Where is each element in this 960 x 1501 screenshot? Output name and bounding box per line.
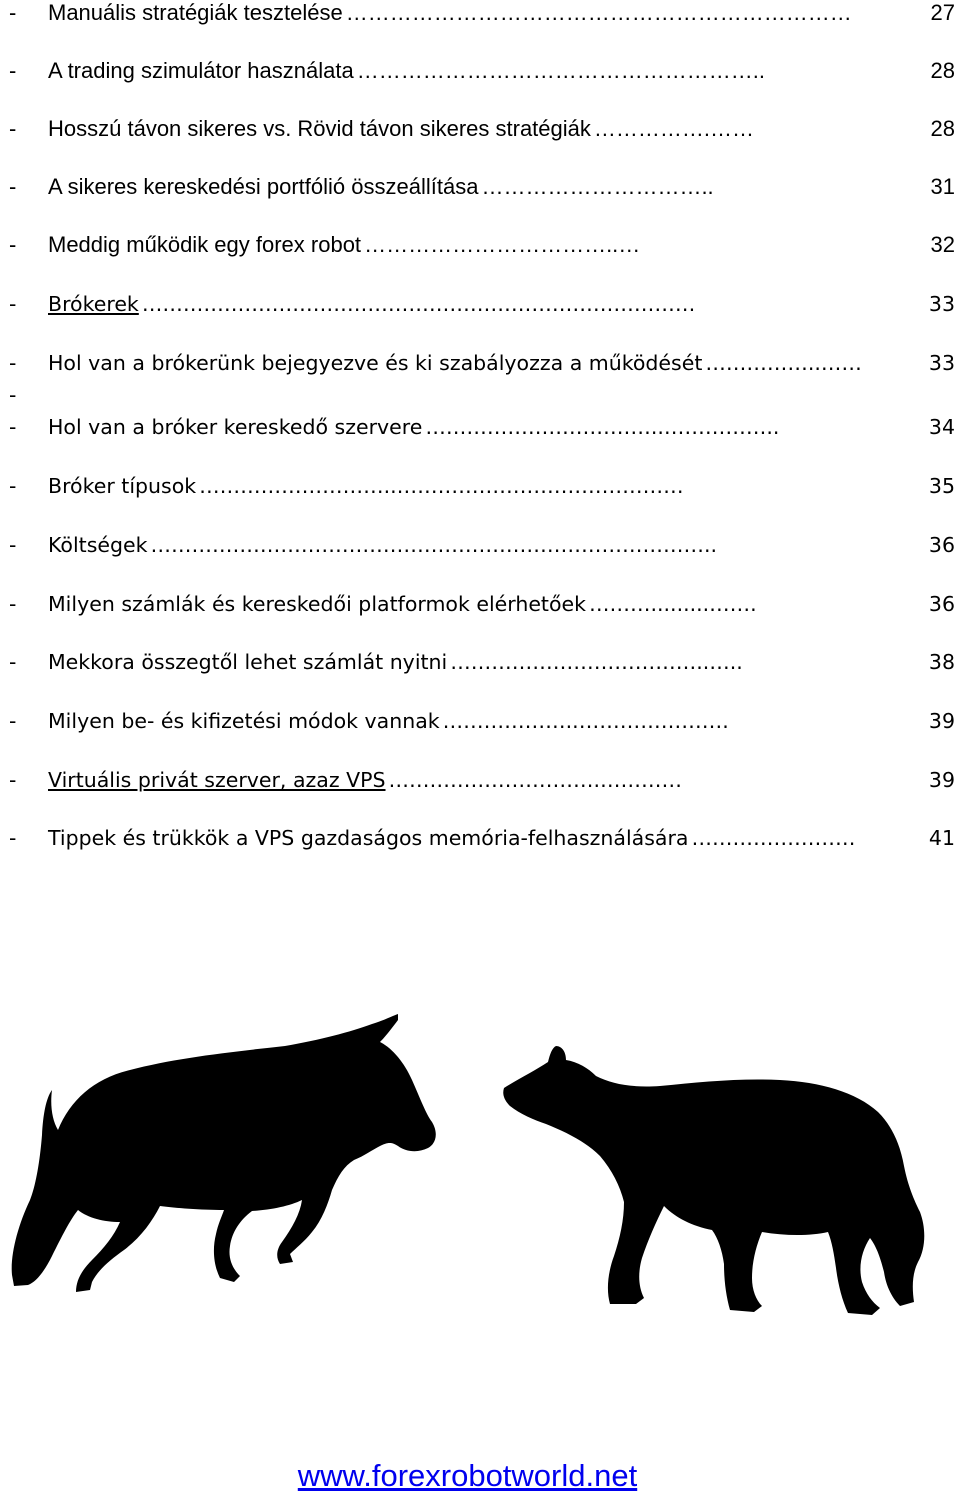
toc-title[interactable]: Tippek és trükkök a VPS gazdaságos memória-felhasználására <box>48 826 689 850</box>
toc-row[interactable] <box>0 228 960 262</box>
bull-bear-illustration <box>0 1010 960 1320</box>
toc-leader: ……….........……. <box>589 592 757 616</box>
toc-title[interactable]: Mekkora összegtől lehet számlát nyitni <box>48 650 448 674</box>
toc-leader: ……………..…… <box>705 351 862 375</box>
toc-row[interactable] <box>0 704 960 738</box>
toc-page: 34 <box>928 415 955 439</box>
toc-title[interactable]: Milyen számlák és kereskedői platformok elérhetőek <box>48 592 586 616</box>
toc-dash: - <box>9 351 17 375</box>
toc-title[interactable]: A trading szimulátor használata <box>48 58 354 83</box>
toc-row[interactable] <box>0 170 960 204</box>
toc-leader: ……………………………..…………….. <box>425 415 780 439</box>
toc-leader: ………………………..…………………………………… <box>199 474 684 498</box>
toc-page: 39 <box>928 709 955 733</box>
toc-title[interactable]: Hol van a brókerünk bejegyezve és ki szabályozza a működését <box>48 351 703 375</box>
toc-leader: …………………… <box>691 826 856 850</box>
toc-leader: ……………………………………………….. <box>356 58 765 83</box>
toc-dash: - <box>9 174 17 199</box>
website-link[interactable]: www.forexrobotworld.net <box>297 1458 638 1493</box>
toc-page: 28 <box>930 116 955 141</box>
toc-leader: ……………………………..… <box>364 232 641 257</box>
toc-title[interactable]: Manuális stratégiák tesztelése <box>48 0 343 25</box>
toc-dash: - <box>9 116 17 141</box>
toc-row[interactable] <box>0 469 960 503</box>
toc-title[interactable]: Meddig működik egy forex robot <box>48 232 362 257</box>
toc-leader: …………………………………………………………… <box>345 0 852 25</box>
stray-dash: - <box>9 383 17 407</box>
toc-page: 33 <box>928 351 955 375</box>
toc-page: 32 <box>930 232 955 257</box>
toc-page: 28 <box>930 58 955 83</box>
toc-row[interactable] <box>0 410 960 444</box>
toc-leader: …………….…… <box>593 116 755 141</box>
toc-row[interactable] <box>0 287 960 321</box>
toc-dash: - <box>9 415 17 439</box>
toc-dash: - <box>9 768 17 792</box>
toc-title[interactable]: Brókerek <box>48 292 139 316</box>
toc-leader: ………………..…………………. <box>442 709 729 733</box>
toc-dash: - <box>9 0 17 25</box>
toc-row[interactable] <box>0 528 960 562</box>
toc-dash: - <box>9 232 17 257</box>
toc-dash: - <box>9 826 17 850</box>
toc-dash: - <box>9 474 17 498</box>
toc-leader: ………………………………..….. <box>450 650 743 674</box>
toc-page: 36 <box>928 533 955 557</box>
toc-title[interactable]: A sikeres kereskedési portfólió összeállítása <box>48 174 479 199</box>
toc-dash: - <box>9 709 17 733</box>
toc-leader: ……………………………………………………………………… <box>141 292 696 316</box>
toc-title[interactable]: Költségek <box>48 533 148 557</box>
toc-dash: - <box>9 650 17 674</box>
toc-dash: - <box>9 592 17 616</box>
toc-dash: - <box>9 58 17 83</box>
toc-title[interactable]: Hol van a bróker kereskedő szervere <box>48 415 423 439</box>
toc-leader: ………………………….. <box>481 174 714 199</box>
toc-row[interactable] <box>0 54 960 88</box>
toc-row[interactable] <box>0 645 960 679</box>
toc-title[interactable]: Bróker típusok <box>48 474 197 498</box>
toc-row[interactable] <box>0 821 960 855</box>
toc-page: 38 <box>928 650 955 674</box>
bear-silhouette-icon <box>503 1046 924 1315</box>
toc-title[interactable]: Milyen be- és kifizetési módok vannak <box>48 709 440 733</box>
toc-page: 33 <box>928 292 955 316</box>
toc-row[interactable] <box>0 112 960 146</box>
toc-page: 31 <box>930 174 955 199</box>
toc-page: 36 <box>928 592 955 616</box>
bull-silhouette-icon <box>12 1014 436 1292</box>
toc-leader: ………………………….………… <box>388 768 683 792</box>
toc-row[interactable] <box>0 763 960 797</box>
toc-page: 27 <box>930 0 955 25</box>
toc-row[interactable] <box>0 346 960 380</box>
toc-page: 41 <box>928 826 955 850</box>
toc-title[interactable]: Hosszú távon sikeres vs. Rövid távon sikeres stratégiák <box>48 116 591 141</box>
toc-row[interactable] <box>0 0 960 30</box>
toc-dash: - <box>9 292 17 316</box>
toc-row[interactable] <box>0 587 960 621</box>
toc-leader: ……………………………………………………………………….. <box>150 533 718 557</box>
toc-page: 39 <box>928 768 955 792</box>
toc-page: 35 <box>928 474 955 498</box>
toc-dash: - <box>9 533 17 557</box>
toc-title[interactable]: Virtuális privát szerver, azaz VPS <box>48 768 386 792</box>
